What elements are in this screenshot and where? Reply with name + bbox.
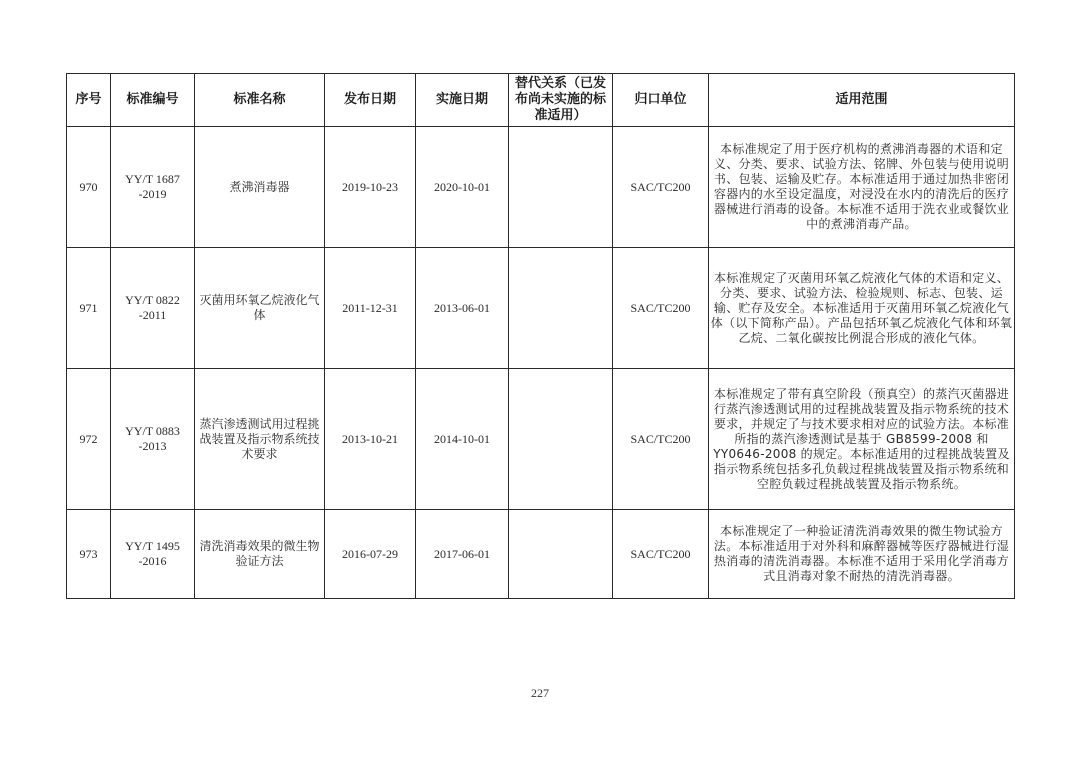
cell-name: 灭菌用环氧乙烷液化气体 <box>195 248 325 369</box>
cell-name: 煮沸消毒器 <box>195 127 325 248</box>
cell-unit: SAC/TC200 <box>613 248 709 369</box>
header-replacement: 替代关系（已发布尚未实施的标准适用） <box>509 74 613 127</box>
cell-replacement <box>509 248 613 369</box>
cell-scope: 本标准规定了带有真空阶段（预真空）的蒸汽灭菌器进行蒸汽渗透测试用的过程挑战装置及指示物系统的技术要求，并规定了与技术要求相对应的试验方法。本标准所指的蒸汽渗透测试是基于 GB8599-2008 和 YY0646-2008 的规定。本标准适用的过程挑战装置及指示物系统包括多孔负载过程挑战装置及指示物系统和空腔负载过程挑战装置及指示物系统。 <box>709 369 1015 510</box>
header-unit: 归口单位 <box>613 74 709 127</box>
cell-unit: SAC/TC200 <box>613 369 709 510</box>
cell-seq: 973 <box>67 510 111 599</box>
cell-effective: 2013-06-01 <box>416 248 509 369</box>
standards-table <box>66 73 1015 599</box>
cell-name: 蒸汽渗透测试用过程挑战装置及指示物系统技术要求 <box>195 369 325 510</box>
table-row <box>67 369 1015 510</box>
cell-effective: 2017-06-01 <box>416 510 509 599</box>
header-name: 标准名称 <box>195 74 325 127</box>
cell-scope: 本标准规定了用于医疗机构的煮沸消毒器的术语和定义、分类、要求、试验方法、铭牌、外包装与使用说明书、包装、运输及贮存。本标准适用于通过加热非密闭容器内的水至设定温度，对浸没在水内的清洗后的医疗器械进行消毒的设备。本标准不适用于洗衣业或餐饮业中的煮沸消毒产品。 <box>709 127 1015 248</box>
table-row <box>67 127 1015 248</box>
cell-replacement <box>509 510 613 599</box>
table-row <box>67 248 1015 369</box>
cell-published: 2016-07-29 <box>325 510 416 599</box>
header-code: 标准编号 <box>111 74 195 127</box>
cell-scope: 本标准规定了灭菌用环氧乙烷液化气体的术语和定义、分类、要求、试验方法、检验规则、标志、包装、运输、贮存及安全。本标准适用于灭菌用环氧乙烷液化气体（以下简称产品）。产品包括环氧乙烷液化气体和环氧乙烷、二氧化碳按比例混合形成的液化气体。 <box>709 248 1015 369</box>
cell-unit: SAC/TC200 <box>613 510 709 599</box>
table-header-row <box>67 74 1015 127</box>
cell-seq: 970 <box>67 127 111 248</box>
cell-published: 2019-10-23 <box>325 127 416 248</box>
header-scope: 适用范围 <box>709 74 1015 127</box>
cell-unit: SAC/TC200 <box>613 127 709 248</box>
cell-name: 清洗消毒效果的微生物验证方法 <box>195 510 325 599</box>
cell-code: YY/T 0883 -2013 <box>111 369 195 510</box>
cell-effective: 2020-10-01 <box>416 127 509 248</box>
table-row <box>67 510 1015 599</box>
cell-code: YY/T 1495 -2016 <box>111 510 195 599</box>
cell-effective: 2014-10-01 <box>416 369 509 510</box>
cell-published: 2013-10-21 <box>325 369 416 510</box>
cell-code: YY/T 0822 -2011 <box>111 248 195 369</box>
header-seq: 序号 <box>67 74 111 127</box>
page-number: 227 <box>531 686 549 700</box>
cell-replacement <box>509 369 613 510</box>
cell-seq: 971 <box>67 248 111 369</box>
cell-seq: 972 <box>67 369 111 510</box>
header-effective: 实施日期 <box>416 74 509 127</box>
header-published: 发布日期 <box>325 74 416 127</box>
cell-replacement <box>509 127 613 248</box>
cell-scope: 本标准规定了一种验证清洗消毒效果的微生物试验方法。本标准适用于对外科和麻醉器械等医疗器械进行湿热消毒的清洗消毒器。本标准不适用于采用化学消毒方式且消毒对象不耐热的清洗消毒器。 <box>709 510 1015 599</box>
cell-published: 2011-12-31 <box>325 248 416 369</box>
cell-code: YY/T 1687 -2019 <box>111 127 195 248</box>
